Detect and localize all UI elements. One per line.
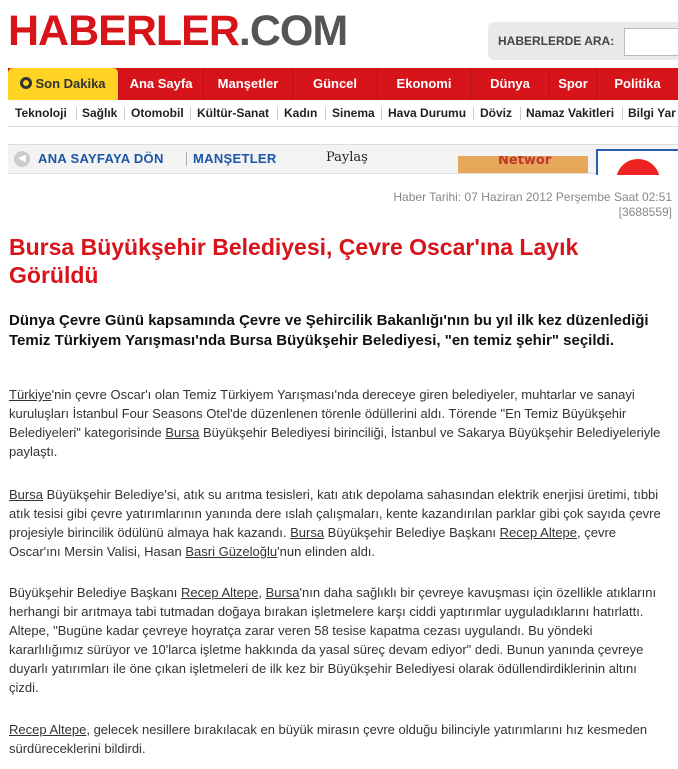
subnav-doviz[interactable]: Döviz <box>480 106 513 120</box>
back-arrow-icon[interactable]: ◀ <box>14 151 30 167</box>
nav-ana-sayfa[interactable]: Ana Sayfa <box>119 68 204 100</box>
nav-spor[interactable]: Spor <box>550 68 597 100</box>
tag-link[interactable]: Bursa <box>290 525 325 540</box>
divider <box>520 107 521 120</box>
tag-link[interactable]: Türkiye <box>9 387 52 402</box>
divider <box>76 107 77 120</box>
subnav-otomobil[interactable]: Otomobil <box>131 106 184 120</box>
article-paragraph: Recep Altepe, gelecek nesillere bırakılacak en büyük mirasın çevre olduğu bilinciyle yatırımlarını hız kesmeden sürdüreceklerini bildirdi. <box>9 722 648 756</box>
article-date: Haber Tarihi: 07 Haziran 2012 Perşembe Saat 02:51 <box>393 190 672 204</box>
divider <box>277 107 278 120</box>
article-lead: Dünya Çevre Günü kapsamında Çevre ve Şehircilik Bakanlığı'nın bu yıl ilk kez düzenlediği Temiz Türkiyem Yarışması'nda Bursa Büyükşehir Belediyesi, "en temiz şehir" seçildi. <box>9 312 649 349</box>
nav-politika[interactable]: Politika <box>614 76 661 91</box>
subnav-saglik[interactable]: Sağlık <box>82 106 118 120</box>
nav-son-dakika[interactable] <box>8 68 119 100</box>
nav-dunya[interactable]: Dünya <box>471 68 550 100</box>
ad-logo-icon <box>616 159 660 175</box>
site-logo[interactable] <box>8 6 347 56</box>
divider <box>186 152 187 166</box>
search-box <box>488 22 678 60</box>
tag-link[interactable]: Recep Altepe <box>499 525 578 540</box>
tag-link[interactable]: Recep Altepe <box>180 585 259 600</box>
ad-banner[interactable] <box>458 156 588 173</box>
subnav-kultur-sanat[interactable]: Kültür-Sanat <box>197 106 269 120</box>
nav-mansetler[interactable]: Manşetler <box>204 68 293 100</box>
divider <box>622 107 623 120</box>
subnav-bilgi-yarismasi[interactable]: Bilgi Yar <box>628 106 676 120</box>
divider <box>325 107 326 120</box>
subnav-hava-durumu[interactable]: Hava Durumu <box>388 106 467 120</box>
tag-link[interactable]: Bursa <box>165 425 200 440</box>
ad-text: Networ <box>498 156 552 168</box>
article-paragraph: Büyükşehir Belediye Başkanı Recep Altepe, Bursa'nın daha sağlıklı bir çevreye kavuşması için özellikle atıklarını herhangi bir arıtmaya tabi tutmadan doğaya bırakan işletmelere karşı ciddi yaptırımlar uyguladıklarını hatırlattı. Altepe, "Bugüne kadar çevreye hoyratça zarar veren 58 tesise kapatma cezası uygulandı. Bu yöndeki kararlılığımız sürüyor ve 10'larca işletme hakkında da yasal süreç devam ediyor" dedi. Bunun yanında çevreye duyarlı yatırımları ile öne çıkan işletmeleri de ilk kez bir Büyükşehir Belediyesi olarak ödüllendirdiklerinin altını çizdi. <box>9 585 657 695</box>
divider <box>124 107 125 120</box>
home-link[interactable]: ANA SAYFAYA DÖN <box>38 151 164 166</box>
headlines-link[interactable]: MANŞETLER <box>193 151 277 166</box>
tag-link[interactable]: Recep Altepe <box>9 722 87 737</box>
subnav-teknoloji[interactable]: Teknoloji <box>15 106 67 120</box>
article-meta <box>393 190 672 220</box>
nav-label: Son Dakika <box>35 76 106 91</box>
article-paragraph: Bursa Büyükşehir Belediye'si, atık su arıtma tesisleri, katı atık depolama sahasından elektrik enerjisi üretimi, tıbbi atık tesisi gibi çevre yatırımlarının yanında dere ıslah çalışmaları, kente kazandırılan parklar gibi çok sayıda çevre projesiyle birincilik ödülünü almaya hak kazandı. Bursa Büyükşehir Belediye Başkanı Recep Altepe, çevre Oscar'ını Mersin Valisi, Hasan Basri Güzeloğlu'nun elinden aldı. <box>9 487 661 559</box>
subnav-namaz-vakitleri[interactable]: Namaz Vakitleri <box>526 106 615 120</box>
ad-box[interactable] <box>596 149 678 175</box>
tag-link[interactable]: Bursa <box>9 487 43 502</box>
main-nav <box>8 68 678 100</box>
article-paragraph: Türkiye'nin çevre Oscar'ı olan Temiz Türkiyem Yarışması'nda dereceye giren belediyeler, muhtarlar ve sanayi kuruluşları İstanbul Four Seasons Otel'de düzenlenen törenle ödüllerini aldı. Törende "En Temiz Büyükşehir Belediyeleri" kategorisinde Bursa Büyükşehir Belediyesi birinciliği, İstanbul ve Sakarya Büyükşehir Belediyeleriyle paylaştı. <box>9 387 661 459</box>
divider <box>190 107 191 120</box>
tag-link[interactable]: Bursa <box>265 585 300 600</box>
nav-guncel[interactable]: Güncel <box>293 68 378 100</box>
nav-ekonomi[interactable]: Ekonomi <box>378 68 471 100</box>
logo-text-domain: .COM <box>238 7 348 55</box>
share-label[interactable]: Paylaş <box>326 150 368 165</box>
divider <box>473 107 474 120</box>
search-label: HABERLERDE ARA: <box>498 34 615 48</box>
subnav-sinema[interactable]: Sinema <box>332 106 375 120</box>
article-title: Bursa Büyükşehir Belediyesi, Çevre Oscar'ına Layık Görüldü <box>9 234 579 288</box>
article-id: [3688559] <box>618 205 672 219</box>
subnav-kadin[interactable]: Kadın <box>284 106 318 120</box>
sub-nav <box>8 101 678 127</box>
tag-link[interactable]: Basri Güzeloğlu <box>185 544 278 559</box>
search-input[interactable] <box>624 28 678 56</box>
breaking-news-icon <box>20 77 32 89</box>
article-toolbar <box>8 144 678 174</box>
divider <box>381 107 382 120</box>
logo-text-main: HABERLER <box>8 7 239 55</box>
